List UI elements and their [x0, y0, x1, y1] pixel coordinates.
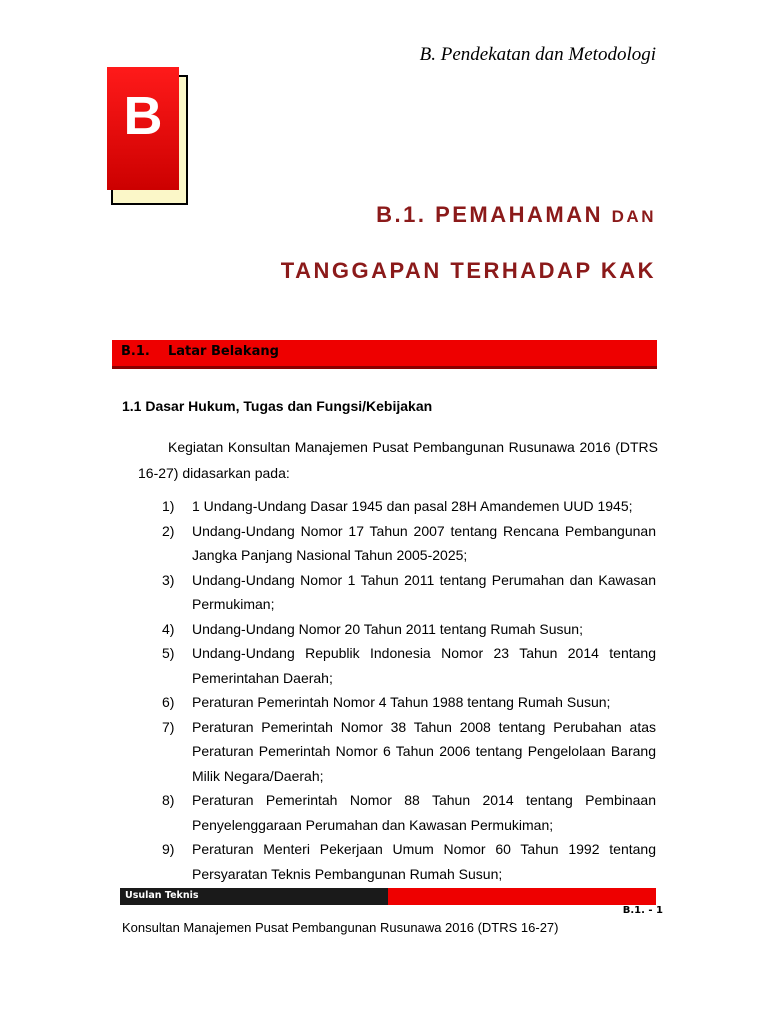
chapter-box — [107, 67, 179, 190]
list-item-line: Penyelenggaraan Perumahan dan Kawasan Permukiman; — [192, 816, 554, 833]
list-item-line: Peraturan Pemerintah Nomor 6 Tahun 2006 tentang Pengelolaan Barang — [192, 743, 656, 759]
list-item — [162, 837, 656, 886]
main-title-line1 — [376, 202, 656, 228]
list-item-text — [192, 494, 656, 519]
chapter-letter: B — [123, 86, 163, 146]
list-item-line: Persyaratan Teknis Pembangunan Rumah Susun; — [192, 865, 503, 882]
list-item-line: Peraturan Pemerintah Nomor 88 Tahun 2014 tentang Pembinaan — [192, 792, 656, 808]
subheading: 1.1 Dasar Hukum, Tugas dan Fungsi/Kebijakan — [122, 398, 433, 414]
list-item-number: 8) — [162, 792, 175, 808]
list-item-line: Permukiman; — [192, 596, 275, 612]
list-item-text — [192, 788, 656, 837]
list-item-text — [192, 519, 656, 568]
list-item-text — [192, 568, 656, 617]
list-item-number: 6) — [162, 694, 175, 710]
list-item — [162, 788, 656, 837]
list-item-number: 3) — [162, 571, 175, 588]
list-item-number: 9) — [162, 841, 175, 857]
list-item-line: Peraturan Menteri Pekerjaan Umum Nomor 60 Tahun 1992 tentang — [192, 841, 656, 857]
list-item-line: Jangka Panjang Nasional Tahun 2005-2025; — [192, 547, 468, 563]
list-item-line: Undang-Undang Nomor 1 Tahun 2011 tentang Perumahan dan Kawasan — [192, 571, 656, 588]
section-heading-bar — [112, 340, 657, 366]
page-number: B.1. - 1 — [622, 905, 663, 916]
running-header: B. Pendekatan dan Metodologi — [419, 44, 656, 65]
footer-text: Konsultan Manajemen Pusat Pembangunan Rusunawa 2016 (DTRS 16-27) — [122, 920, 559, 935]
legal-basis-list — [162, 494, 656, 886]
list-item — [162, 690, 656, 715]
list-item-line: Undang-Undang Republik Indonesia Nomor 23 Tahun 2014 tentang — [192, 645, 656, 661]
main-title-main: B.1. PEMAHAMAN — [376, 202, 604, 227]
list-item-text — [192, 617, 656, 642]
list-item — [162, 617, 656, 642]
list-item-number: 4) — [162, 620, 175, 637]
list-item-text — [192, 715, 656, 789]
list-item-number: 5) — [162, 645, 175, 661]
list-item-line: Peraturan Pemerintah Nomor 38 Tahun 2008 tentang Perubahan atas — [192, 718, 656, 735]
footer-label: Usulan Teknis — [125, 890, 199, 901]
main-title-small: DAN — [611, 207, 656, 226]
list-item — [162, 641, 656, 690]
list-item-number: 1) — [162, 498, 175, 514]
list-item-text — [192, 641, 656, 690]
footer-bar — [120, 888, 656, 905]
list-item-number: 2) — [162, 522, 175, 539]
list-item-line: Milik Negara/Daerah; — [192, 767, 324, 784]
list-item — [162, 568, 656, 617]
list-item — [162, 519, 656, 568]
section-label: Latar Belakang — [168, 344, 279, 359]
list-item-line: 1 Undang-Undang Dasar 1945 dan pasal 28H Amandemen UUD 1945; — [192, 498, 633, 514]
list-item-line: Undang-Undang Nomor 17 Tahun 2007 tentang Rencana Pembangunan — [192, 522, 656, 539]
list-item — [162, 494, 656, 519]
list-item-text — [192, 690, 656, 715]
section-number: B.1. — [121, 344, 150, 359]
list-item-line: Undang-Undang Nomor 20 Tahun 2011 tentang Rumah Susun; — [192, 620, 583, 637]
list-item-line: Pemerintahan Daerah; — [192, 669, 333, 686]
list-item-line: Peraturan Pemerintah Nomor 4 Tahun 1988 tentang Rumah Susun; — [192, 694, 611, 710]
main-title-line2: TANGGAPAN TERHADAP KAK — [280, 258, 656, 283]
list-item-text — [192, 837, 656, 886]
list-item-number: 7) — [162, 718, 175, 735]
list-item — [162, 715, 656, 789]
intro-paragraph: Kegiatan Konsultan Manajemen Pusat Pembangunan Rusunawa 2016 (DTRS 16-27) didasarkan pada: — [138, 439, 658, 481]
